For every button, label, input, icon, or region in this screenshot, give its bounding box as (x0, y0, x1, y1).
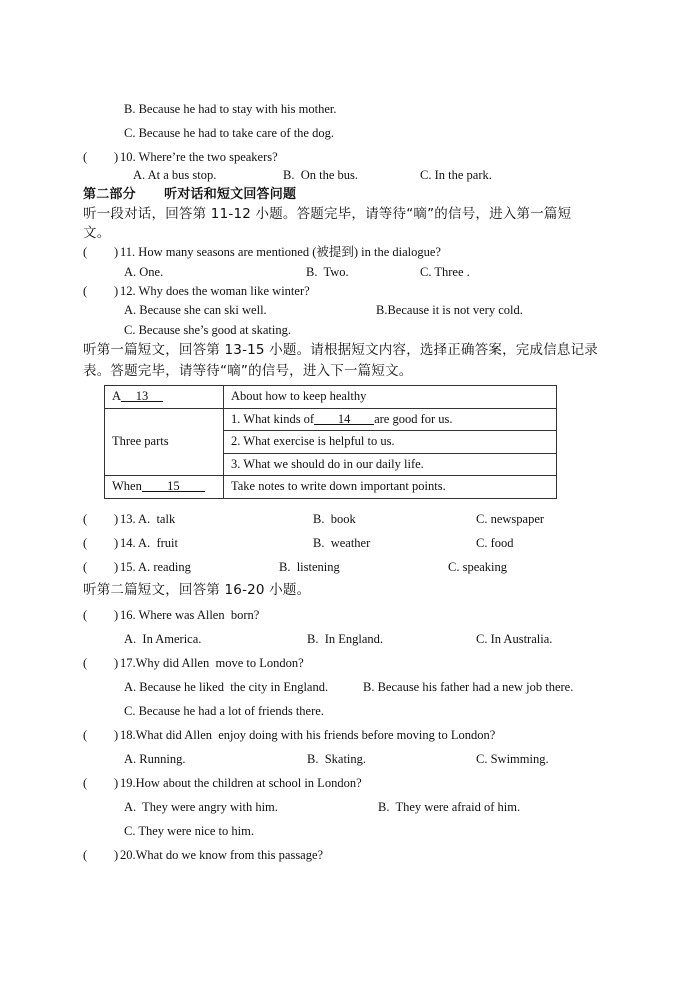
q20-answer-paren-close: ) (114, 848, 119, 862)
q10-option-a: A. At a bus stop. (133, 168, 217, 182)
table-cell-parts-label: Three parts (105, 408, 224, 476)
passage2-instruction: 听第二篇短文，回答第 16-20 小题。 (83, 582, 311, 598)
q13-answer-paren-close: ) (114, 512, 119, 526)
q11-option-c: C. Three . (420, 265, 470, 279)
table-row (105, 408, 557, 431)
part2-instruction-line1: 听一段对话，回答第 11-12 小题。答题完毕，请等待“嘀”的信号，进入第一篇短 (83, 206, 572, 222)
table-cell-when-value: Take notes to write down important points. (224, 476, 557, 499)
table-row (105, 476, 557, 499)
q17-question: 17.Why did Allen move to London? (120, 656, 304, 670)
q9-option-c: C. Because he had to take care of the dog. (124, 126, 334, 140)
q20-question: 20.What do we know from this passage? (120, 848, 324, 862)
q19-option-c: C. They were nice to him. (124, 824, 254, 838)
passage1-instruction-line2: 表。答题完毕，请等待“嘀”的信号，进入下一篇短文。 (83, 363, 413, 379)
q19-option-a: A. They were angry with him. (124, 800, 278, 814)
q11-option-b: B. Two. (306, 265, 349, 279)
q15-option-b: B. listening (279, 560, 340, 574)
q19-answer-paren-open: ( (83, 776, 88, 790)
q16-option-b: B. In England. (307, 632, 384, 646)
q13-option-b: B. book (313, 512, 356, 526)
q14-answer-paren-close: ) (114, 536, 119, 550)
q15-option-c: C. speaking (448, 560, 508, 574)
q11-answer-paren-open: ( (83, 245, 88, 259)
q10-question: 10. Where’re the two speakers? (120, 150, 278, 164)
q14-option-b: B. weather (313, 536, 371, 550)
q17-answer-paren-close: ) (114, 656, 119, 670)
q12-option-c: C. Because she’s good at skating. (124, 323, 291, 337)
q10-answer-paren-close: ) (114, 150, 119, 164)
q14-answer-paren-open: ( (83, 536, 88, 550)
blank-13[interactable]: 13 (121, 389, 163, 402)
q18-answer-paren-close: ) (114, 728, 119, 742)
q11-question: 11. How many seasons are mentioned (被提到) in the dialogue? (120, 245, 441, 259)
q19-option-b: B. They were afraid of him. (378, 800, 521, 814)
q16-option-c: C. In Australia. (476, 632, 553, 646)
q14-question: 14. A. fruit (120, 536, 178, 550)
q12-option-b: B.Because it is not very cold. (376, 303, 523, 317)
q13-option-c: C. newspaper (476, 512, 545, 526)
q17-option-b: B. Because his father had a new job there. (363, 680, 574, 694)
passage1-instruction-line1: 听第一篇短文，回答第 13-15 小题。请根据短文内容，选择正确答案，完成信息记录 (83, 342, 599, 358)
q12-question: 12. Why does the woman like winter? (120, 284, 310, 298)
q18-option-a: A. Running. (124, 752, 186, 766)
q10-answer-paren-open: ( (83, 150, 88, 164)
q15-answer-paren-open: ( (83, 560, 88, 574)
table-cell-part1: 1. What kinds of 14 are good for us. (224, 408, 557, 431)
blank-15[interactable]: 15 (142, 479, 205, 492)
part2-instruction-line2: 文。 (83, 225, 111, 241)
q18-option-b: B. Skating. (307, 752, 367, 766)
info-record-table (104, 385, 557, 499)
table-row (105, 386, 557, 409)
q16-answer-paren-close: ) (114, 608, 119, 622)
q15-question: 15. A. reading (120, 560, 191, 574)
table-cell-when-label: When 15 (105, 476, 224, 499)
table-cell-topic-value: About how to keep healthy (224, 386, 557, 409)
q18-answer-paren-open: ( (83, 728, 88, 742)
q18-question: 18.What did Allen enjoy doing with his friends before moving to London? (120, 728, 496, 742)
q18-option-c: C. Swimming. (476, 752, 549, 766)
q16-option-a: A. In America. (124, 632, 202, 646)
part2-heading: 第二部分 听对话和短文回答问题 (83, 187, 297, 202)
q10-option-b: B. On the bus. (283, 168, 358, 182)
q12-option-a: A. Because she can ski well. (124, 303, 267, 317)
q9-option-b: B. Because he had to stay with his mother. (124, 102, 337, 116)
table-cell-topic-label: A 13 (105, 386, 224, 409)
q17-option-c: C. Because he had a lot of friends there. (124, 704, 324, 718)
q15-answer-paren-close: ) (114, 560, 119, 574)
q13-question: 13. A. talk (120, 512, 176, 526)
blank-14[interactable]: 14 (314, 412, 374, 425)
q11-answer-paren-close: ) (114, 245, 119, 259)
q10-option-c: C. In the park. (420, 168, 492, 182)
q14-option-c: C. food (476, 536, 514, 550)
q17-option-a: A. Because he liked the city in England. (124, 680, 329, 694)
q20-answer-paren-open: ( (83, 848, 88, 862)
q13-answer-paren-open: ( (83, 512, 88, 526)
q19-answer-paren-close: ) (114, 776, 119, 790)
q11-option-a: A. One. (124, 265, 164, 279)
q12-answer-paren-open: ( (83, 284, 88, 298)
q16-question: 16. Where was Allen born? (120, 608, 260, 622)
table-cell-part3: 3. What we should do in our daily life. (224, 453, 557, 476)
q17-answer-paren-open: ( (83, 656, 88, 670)
table-cell-part2: 2. What exercise is helpful to us. (224, 431, 557, 454)
q12-answer-paren-close: ) (114, 284, 119, 298)
q16-answer-paren-open: ( (83, 608, 88, 622)
q19-question: 19.How about the children at school in London? (120, 776, 362, 790)
